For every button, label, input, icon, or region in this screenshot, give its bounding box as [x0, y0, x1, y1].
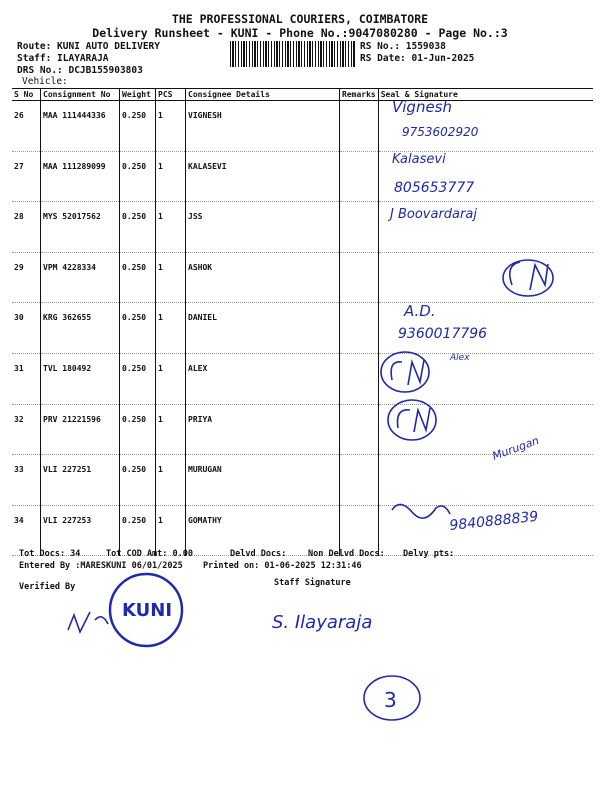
cell-weight: 0.250 [120, 101, 156, 152]
col-remarks: Remarks [340, 89, 379, 101]
col-signature: Seal & Signature [378, 89, 593, 101]
cell-sno: 29 [12, 252, 41, 303]
sig-row-31: Alex [450, 353, 470, 363]
cell-sno: 30 [12, 303, 41, 354]
cell-sno: 32 [12, 404, 41, 455]
cell-consignee: VIGNESH [186, 101, 340, 152]
sig-row-28: J Boovardaraj [390, 207, 477, 222]
delivery-stamp-32 [388, 400, 436, 440]
rs-number: RS No.: 1559038 [360, 41, 446, 52]
cell-consignment: PRV 21221596 [41, 404, 120, 455]
verified-by-label: Verified By [19, 582, 76, 592]
cell-pcs: 1 [156, 303, 186, 354]
rs-date: RS Date: 01-Jun-2025 [360, 53, 475, 64]
cell-pcs: 1 [156, 151, 186, 202]
vehicle-label: Vehicle: [22, 76, 68, 87]
cell-pcs: 1 [156, 101, 186, 152]
cell-pcs: 1 [156, 505, 186, 556]
printed-on: Printed on: 01-06-2025 12:31:46 [203, 561, 362, 571]
sig-row-30b: 9360017796 [398, 326, 488, 342]
cell-sno: 28 [12, 202, 41, 253]
cell-consignee: ASHOK [186, 252, 340, 303]
sig-row-33: Murugan [490, 433, 541, 463]
sig-row-27b: 805653777 [394, 180, 475, 196]
drs-number: DRS No.: DCJB155903803 [17, 65, 143, 76]
page-number-handwritten: 3 [384, 688, 397, 712]
cell-consignment: TVL 180492 [41, 353, 120, 404]
cell-consignee: JSS [186, 202, 340, 253]
cell-pcs: 1 [156, 404, 186, 455]
staff-signature-ink: S. Ilayaraja [272, 612, 373, 633]
cell-pcs: 1 [156, 455, 186, 506]
cell-pcs: 1 [156, 353, 186, 404]
staff-label: Staff: ILAYARAJA [17, 53, 109, 64]
cell-consignee: MURUGAN [186, 455, 340, 506]
col-pcs: PCS [156, 89, 186, 101]
cell-consignment: VPM 4228334 [41, 252, 120, 303]
cell-weight: 0.250 [120, 252, 156, 303]
col-consignment: Consignment No [41, 89, 120, 101]
kuni-stamp [110, 574, 182, 646]
entered-by: Entered By :MARESKUNI 06/01/2025 [19, 561, 183, 571]
kuni-stamp-text: KUNI [122, 600, 173, 621]
staff-signature-label: Staff Signature [274, 578, 351, 588]
cell-sno: 34 [12, 505, 41, 556]
total-docs: Tot Docs: 34 [19, 549, 81, 559]
cell-consignee: KALASEVI [186, 151, 340, 202]
sig-row-34: 9840888839 [448, 508, 540, 534]
sig-row-27a: Kalasevi [392, 152, 446, 167]
non-delivered-docs: Non Delvd Docs: [308, 549, 385, 559]
cell-consignee: GOMATHY [186, 505, 340, 556]
cell-weight: 0.250 [120, 202, 156, 253]
sig-row-26a: Vignesh [392, 98, 453, 116]
runsheet-title: Delivery Runsheet - KUNI - Phone No.:9047080280 - Page No.:3 [92, 26, 508, 40]
cell-weight: 0.250 [120, 455, 156, 506]
cell-sno: 27 [12, 151, 41, 202]
delivered-docs: Delvd Docs: [230, 549, 287, 559]
sig-row-30a: A.D. [404, 302, 436, 320]
cell-consignment: MAA 111444336 [41, 101, 120, 152]
verifier-squiggle [68, 612, 108, 632]
company-title: THE PROFESSIONAL COURIERS, COIMBATORE [171, 12, 429, 26]
cell-weight: 0.250 [120, 404, 156, 455]
sig-row-26b: 9753602920 [402, 125, 479, 139]
route-label: Route: KUNI AUTO DELIVERY [17, 41, 160, 52]
scribble-34 [392, 504, 450, 518]
cell-weight: 0.250 [120, 303, 156, 354]
cell-pcs: 1 [156, 252, 186, 303]
total-cod: Tot COD Amt: 0.00 [106, 549, 193, 559]
col-sno: S No [12, 89, 41, 101]
col-weight: Weight [120, 89, 156, 101]
cell-consignee: DANIEL [186, 303, 340, 354]
cell-sno: 26 [12, 101, 41, 152]
col-consignee: Consignee Details [186, 89, 340, 101]
cell-consignment: KRG 362655 [41, 303, 120, 354]
cell-sno: 31 [12, 353, 41, 404]
cell-consignment: MYS 52017562 [41, 202, 120, 253]
cell-sno: 33 [12, 455, 41, 506]
delivery-points: Delvy pts: [403, 549, 455, 559]
cell-weight: 0.250 [120, 151, 156, 202]
cell-consignment: MAA 111289099 [41, 151, 120, 202]
cell-consignee: ALEX [186, 353, 340, 404]
cell-consignment: VLI 227251 [41, 455, 120, 506]
cell-weight: 0.250 [120, 505, 156, 556]
cell-consignee: PRIYA [186, 404, 340, 455]
cell-weight: 0.250 [120, 353, 156, 404]
cell-pcs: 1 [156, 202, 186, 253]
cell-consignment: VLI 227253 [41, 505, 120, 556]
